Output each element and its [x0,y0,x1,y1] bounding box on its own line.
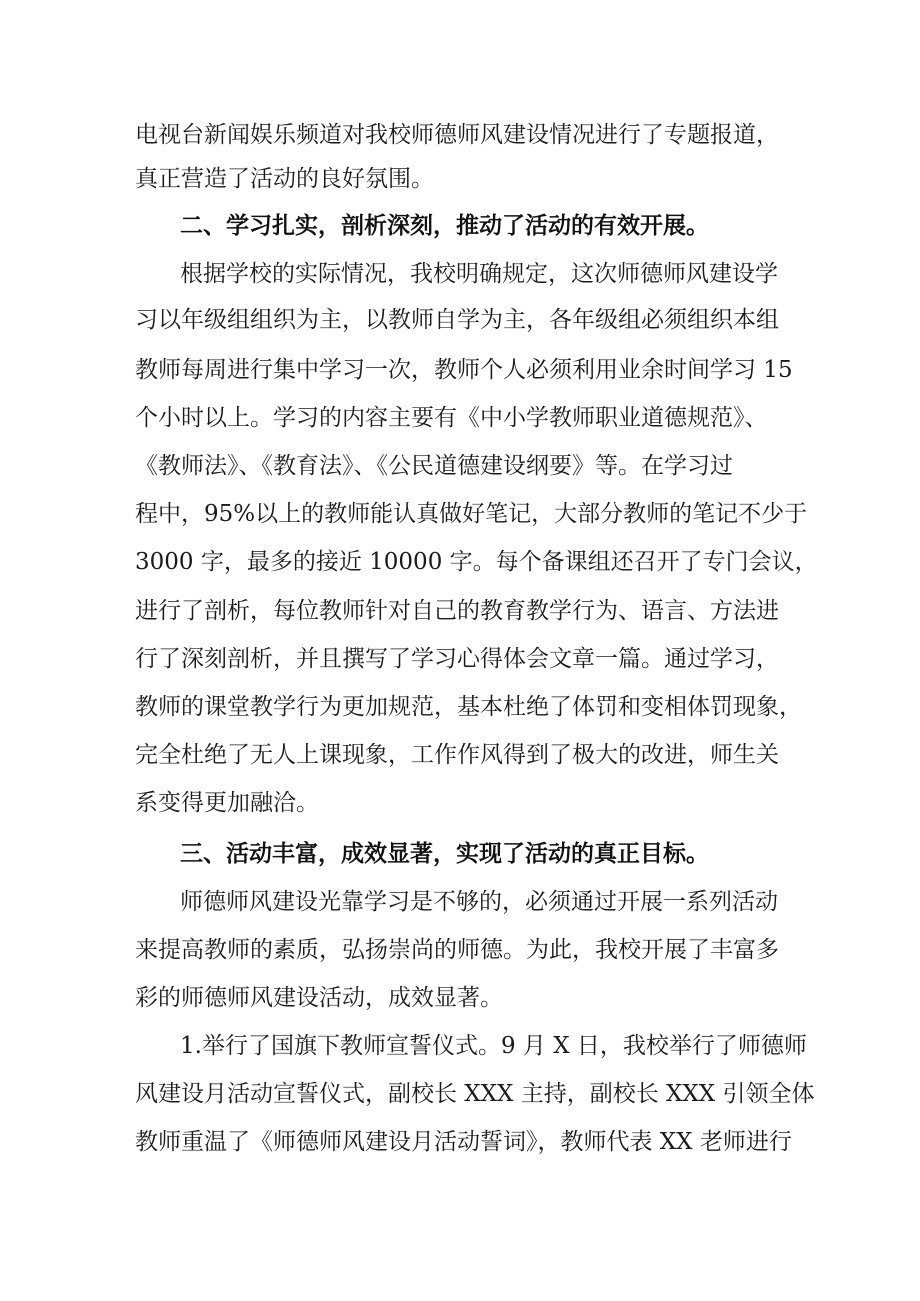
body-text-line: 彩的师德师风建设活动，成效显著。 [135,985,503,1011]
body-text-line: 程中，95%以上的教师能认真做好笔记，大部分教师的笔记不少于 [135,501,808,527]
body-text-line: 教师每周进行集中学习一次，教师个人必须利用业余时间学习 15 [135,357,793,383]
body-text-line: 系变得更加融洽。 [135,790,319,816]
body-text-line: 风建设月活动宣誓仪式，副校长 XXX 主持，副校长 XXX 引领全体 [135,1081,815,1107]
body-text-line: 根据学校的实际情况，我校明确规定，这次师德师风建设学 [180,261,778,287]
body-text-line: 进行了剖析，每位教师针对自己的教育教学行为、语言、方法进 [135,598,779,624]
body-text-line: 真正营造了活动的良好氛围。 [135,166,434,192]
body-text-line: 《教师法》、《教育法》、《公民道德建设纲要》等。在学习过 [135,453,733,479]
body-text-line: 教师重温了《师德师风建设月活动誓词》，教师代表 XX 老师进行 [135,1129,792,1155]
body-text-line: 师德师风建设光靠学习是不够的，必须通过开展一系列活动 [180,889,778,915]
body-text-line: 电视台新闻娱乐频道对我校师德师风建设情况进行了专题报道， [135,122,779,148]
body-text-line: 完全杜绝了无人上课现象，工作作风得到了极大的改进，师生关 [135,742,779,768]
body-text-line: 行了深刻剖析，并且撰写了学习心得体会文章一篇。通过学习， [135,646,779,672]
section-heading-2: 二、学习扎实，剖析深刻，推动了活动的有效开展。 [180,213,709,239]
body-text-line: 1.举行了国旗下教师宣誓仪式。9 月 X 日，我校举行了师德师 [180,1033,807,1059]
body-text-line: 个小时以上。学习的内容主要有《中小学教师职业道德规范》、 [135,405,768,431]
section-heading-3: 三、活动丰富，成效显著，实现了活动的真正目标。 [180,841,709,867]
body-text-line: 来提高教师的素质，弘扬崇尚的师德。为此，我校开展了丰富多 [135,937,779,963]
body-text-line: 习以年级组组织为主，以教师自学为主，各年级组必须组织本组 [135,307,779,333]
body-text-line: 3000 字，最多的接近 10000 字。每个备课组还召开了专门会议， [135,549,818,575]
body-text-line: 教师的课堂教学行为更加规范，基本杜绝了体罚和变相体罚现象， [135,694,802,720]
